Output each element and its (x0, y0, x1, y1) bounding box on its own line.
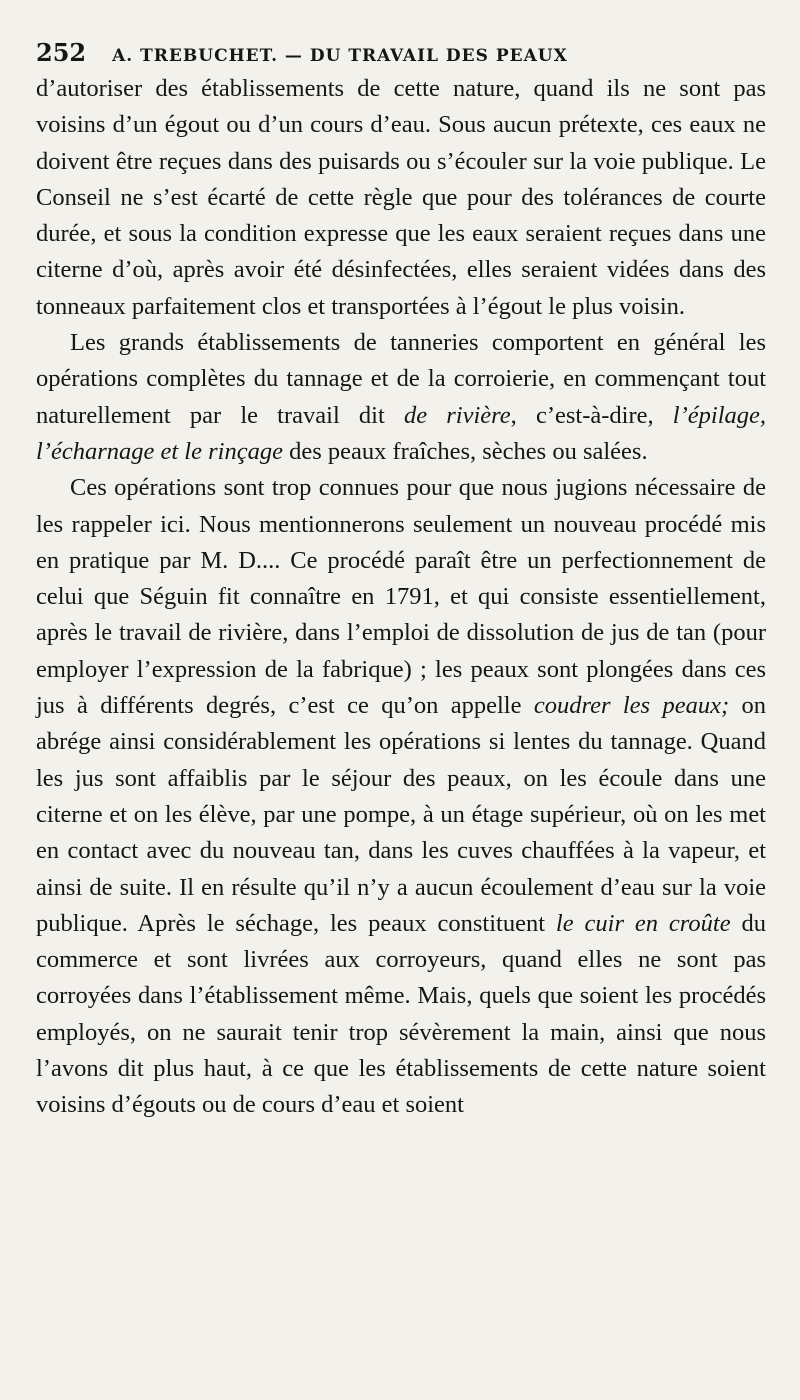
paragraph-2-italic-2: l’épilage, l’écharnage et le rinçage (36, 401, 766, 465)
paragraph-2-text-c: , c’est-à-dire, (510, 401, 673, 429)
paragraph-2-text-a: Les grands établissements de tanneries comportent en général les opérations complètes du tannage et de la corroierie, en commençant tout naturellement par le travail dit (36, 329, 766, 429)
running-head: A. TREBUCHET. — DU TRAVAIL DES PEAUX (112, 46, 568, 66)
paragraph-2-italic-1: de rivière (403, 401, 511, 429)
paragraph-3-text-a: Ces opérations sont trop connues pour que nous jugions nécessaire de les rappeler ici. Nous mentionnerons seulement un nouveau procédé mis en pratique par M. D.... Ce procédé paraît être un perfectionnement de celui que Séguin fit connaître en 1791, et qui consiste essentiellement, après le travail de rivière, dans l’emploi de dissolution de jus de tan (pour employer l’expression de la fabrique) ; les peaux sont plongées dans ces jus à différents degrés, c’est ce qu’on appelle (36, 474, 766, 720)
paragraph-3-italic-1: coudrer les peaux; (533, 692, 730, 720)
page-number: 252 (36, 38, 87, 67)
paragraph-2-text-e: des peaux fraîches, sèches ou salées. (282, 437, 648, 465)
paragraph-2 (36, 325, 766, 470)
paragraph-3-italic-2: le cuir en croûte (555, 909, 731, 937)
body-text (36, 71, 766, 1124)
paragraph-3 (36, 470, 766, 1123)
paragraph-1 (36, 71, 766, 325)
paragraph-1-text: d’autoriser des établissements de cette nature, quand ils ne sont pas voisins d’un égout ou d’un cours d’eau. Sous aucun prétexte, ces eaux ne doivent être reçues dans des puisards ou s’écouler sur la voie publique. Le Conseil ne s’est écarté de cette règle que pour des tolérances de courte durée, et sous la condition expresse que les eaux seraient reçues dans une citerne d’où, après avoir été désinfectées, elles seraient vidées dans des tonneaux parfaitement clos et transportées à l’égout le plus voisin. (36, 75, 766, 320)
paragraph-3-text-e: du commerce et sont livrées aux corroyeurs, quand elles ne sont pas corroyées dans l’établissement même. Mais, quels que soient les procédés employés, on ne saurait tenir trop sévèrement la main, ainsi que nous l’avons dit plus haut, à ce que les établissements de cette nature soient voisins d’égouts ou de cours d’eau et soient (36, 909, 766, 1119)
paragraph-3-text-c: on abrége ainsi considérablement les opérations si lentes du tannage. Quand les jus sont affaiblis par le séjour des peaux, on les écoule dans une citerne et on les élève, par une pompe, à un étage supérieur, où on les met en contact avec du nouveau tan, dans les cuves chauffées à la vapeur, et ainsi de suite. Il en résulte qu’il n’y a aucun écoulement d’eau sur la voie publique. Après le séchage, les peaux constituent (36, 692, 766, 937)
page-header (36, 38, 766, 67)
